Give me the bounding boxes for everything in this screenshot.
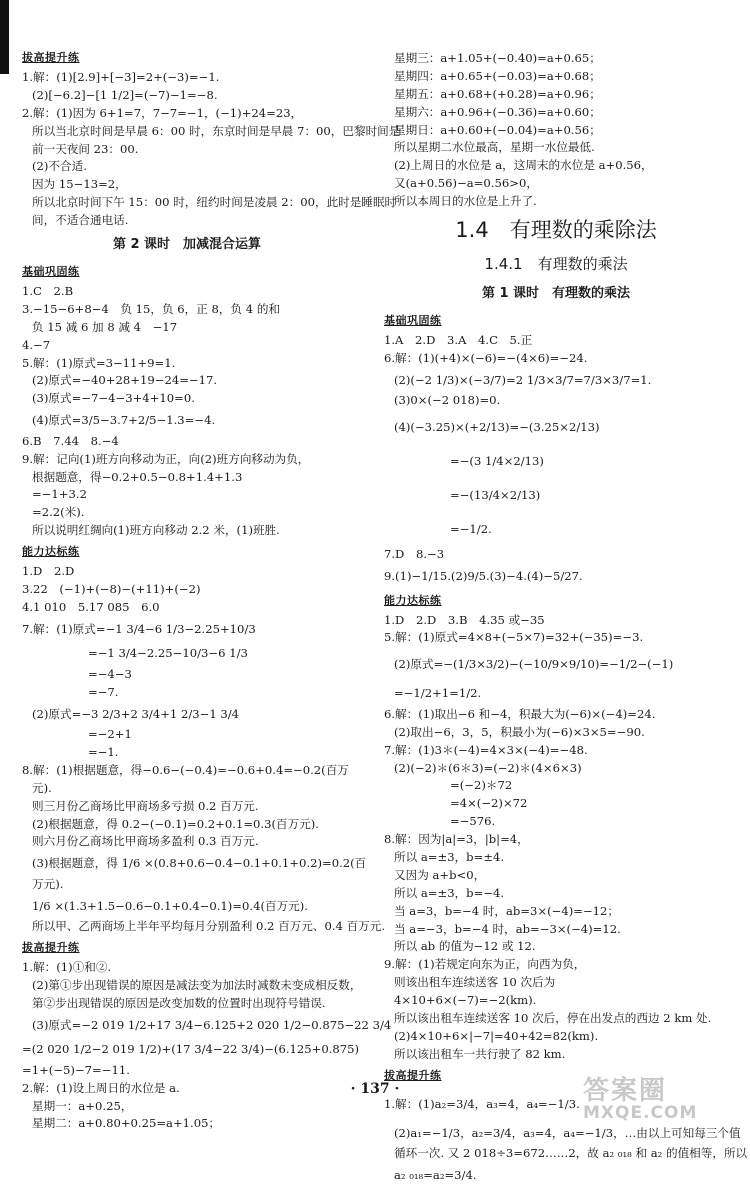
answer-line [384, 629, 728, 647]
answer-line [22, 563, 352, 581]
answer-line [22, 1013, 392, 1038]
answer-line-text: 所以该出租车连续送客 10 次后，停在出发点的西边 2 km 处. [394, 1011, 712, 1025]
answer-line [22, 433, 352, 451]
answer-line-text: 3.22 (−1)+(−8)−(+11)+(−2) [22, 581, 201, 596]
section-heading-text: 能力达标练 [384, 593, 442, 607]
answer-line [384, 956, 728, 974]
answer-line [22, 666, 352, 684]
answer-line [22, 522, 352, 540]
answer-line-text: 4×10+6×(−7)=−2(km). [394, 993, 537, 1008]
answer-line [22, 918, 386, 936]
answer-line [384, 157, 728, 175]
answer-line [22, 408, 352, 433]
lesson-title [22, 230, 352, 260]
section-heading [384, 309, 728, 332]
answer-line [22, 876, 352, 894]
section-heading [384, 589, 728, 612]
answer-line [384, 68, 728, 86]
answer-line [384, 760, 728, 778]
section-heading [22, 540, 352, 563]
answer-line [384, 512, 728, 546]
answer-line [22, 684, 352, 702]
answer-line-text: 万元). [32, 876, 64, 891]
answer-line-text: =−1+3.2 [32, 487, 87, 502]
answer-line [384, 885, 728, 903]
answer-line-text: (2)4×10+6×|−7|=40+42=82(km). [394, 1028, 599, 1043]
subchapter-title [384, 249, 728, 279]
answer-line-text: 所以 ab 的值为−12 或 12. [394, 939, 536, 954]
answer-line-text: =−7. [88, 684, 119, 699]
answer-line [22, 726, 352, 744]
answer-line-text: 所以说明红绸向(1)班方向移动 2.2 米，(1)班胜. [32, 523, 280, 538]
answer-line [384, 478, 728, 512]
answer-line [22, 641, 352, 666]
answer-line [384, 546, 728, 564]
answer-line [384, 921, 728, 939]
answer-line [22, 995, 352, 1013]
answer-line [22, 1062, 352, 1080]
answer-line [384, 175, 728, 193]
answer-line [384, 647, 728, 681]
answer-line-text: 又(a+0.56)−a=0.56>0， [394, 176, 538, 191]
answer-line [22, 158, 352, 176]
answer-line [384, 1163, 728, 1188]
answer-line [22, 1115, 352, 1133]
answer-line [384, 444, 728, 478]
answer-line [384, 410, 728, 444]
answer-line-text: 1/6 ×(1.3+1.5−0.6−0.1+0.4−0.1)=0.4(百万元). [32, 898, 308, 913]
answer-line [22, 1037, 360, 1062]
answer-line-text: =2.2(米). [32, 505, 85, 520]
answer-line [22, 617, 352, 642]
answer-line [22, 762, 352, 780]
chapter-title-text: 1.4 有理数的乘除法 [455, 218, 657, 243]
answer-line [384, 86, 728, 104]
answer-line-text: 7.D 8.−3 [384, 547, 445, 562]
answer-line [384, 564, 728, 589]
answer-line [22, 355, 352, 373]
answer-line-text: 7.解：(1)3＊(−4)=4×3×(−4)=−48. [384, 742, 588, 757]
answer-line [22, 1098, 352, 1116]
answer-line [384, 992, 728, 1010]
answer-line [384, 612, 728, 630]
watermark-url: MXQE.COM [583, 1103, 698, 1123]
answer-line [384, 681, 728, 706]
answer-line [22, 959, 352, 977]
answer-line [384, 50, 728, 68]
answer-line [22, 816, 352, 834]
answer-line [384, 139, 728, 157]
section-heading-text: 基础巩固练 [384, 314, 442, 328]
section-heading [22, 46, 352, 69]
answer-line-text: 所以 a=±3，b=−4. [394, 885, 505, 900]
section-heading-text: 基础巩固练 [22, 265, 80, 279]
answer-line-text: (4)(−3.25)×(+2/13)=−(3.25×2/13) [394, 420, 600, 435]
answer-line [384, 974, 728, 992]
answer-line-text: 1.D 2.D [22, 564, 75, 579]
answer-line [22, 390, 352, 408]
answer-line-text: =−1 3/4−2.25−10/3−6 1/3 [88, 646, 248, 661]
answer-line [384, 193, 728, 211]
answer-line-text: 6.B 7.44 8.−4 [22, 433, 119, 448]
answer-line-text: 星期六：a+0.96+(−0.36)=a+0.60； [394, 104, 601, 119]
answer-line-text: 9.(1)−1/15.(2)9/5.(3)−4.(4)−5/27. [384, 569, 583, 584]
answer-line [22, 123, 401, 141]
answer-line-text: 所以当北京时间是早晨 6：00 时，东京时间是早晨 7：00，巴黎时间是 [32, 123, 401, 138]
answer-line-text: =−1/2. [450, 522, 492, 537]
answer-line-text: =(2 020 1/2−2 019 1/2)+(17 3/4−22 3/4)−(6.125+0.875) [22, 1042, 360, 1057]
answer-line [22, 105, 352, 123]
answer-line [384, 831, 728, 849]
answer-line-text: 3.−15−6+8−4 负 15，负 6，正 8，负 4 的和 [22, 301, 281, 316]
answer-line-text: (3)根据题意，得 1/6 ×(0.8+0.6−0.4−0.1+0.1+0.2)=0.2(百 [32, 856, 367, 871]
answer-line [22, 372, 352, 390]
answer-line [22, 504, 352, 522]
answer-line-text: 因为 15−13=2， [32, 177, 127, 192]
answer-line [384, 795, 728, 813]
answer-line [384, 849, 728, 867]
answer-line [384, 706, 728, 724]
answer-line-text: (2)(−2)＊(6＊3)=(−2)＊(4×6×3) [394, 760, 582, 775]
answer-line-text: 8.解：(1)根据题意，得−0.6−(−0.4)=−0.6+0.4=−0.2(百万 [22, 762, 349, 777]
answer-line [384, 742, 728, 760]
answer-line [22, 702, 352, 727]
answer-line [22, 599, 352, 617]
answer-line-text: (3)原式=−7−4−3+4+10=0. [32, 391, 195, 406]
answer-line [22, 87, 352, 105]
answer-line-text: 当 a=−3，b=−4 时，ab=−3×(−4)=12. [394, 921, 621, 936]
answer-line-text: 所以北京时间下午 15：00 时，纽约时间是凌晨 2：00，此时是睡眠时 [32, 195, 397, 210]
answer-line-text: 根据题意，得−0.2+0.5−0.8+1.4+1.3 [32, 469, 243, 484]
answer-line-text: 星期五：a+0.68+(+0.28)=a+0.96； [394, 86, 601, 101]
answer-line-text: =(−2)＊72 [450, 778, 513, 793]
answer-line-text: 1.解：(1)a₂=3/4，a₃=4，a₄=−1/3. [384, 1096, 580, 1111]
answer-line-text: (2)原式=−3 2/3+2 3/4+1 2/3−1 3/4 [32, 706, 240, 721]
chapter-title [384, 211, 728, 249]
answer-line [22, 851, 367, 876]
section-heading-text: 拔高提升练 [384, 1068, 442, 1082]
answer-line [384, 350, 728, 368]
answer-line-text: (2)根据题意，得 0.2−(−0.1)=0.2+0.1=0.3(百万元). [32, 816, 319, 831]
answer-line [22, 176, 352, 194]
lesson-title-text: 第 2 课时 加减混合运算 [112, 237, 262, 253]
answer-line [22, 977, 362, 995]
answer-line-text: 2.解：(1)因为 6+1=7，7−7=−1，(−1)+24=23， [22, 105, 303, 120]
answer-line [22, 744, 352, 762]
answer-line-text: =−4−3 [88, 666, 132, 681]
answer-line-text: (3)0×(−2 018)=0. [394, 393, 501, 408]
page-number: · 137 · [350, 1081, 400, 1097]
answer-line [22, 451, 352, 469]
answer-line-text: =−1. [88, 744, 119, 759]
answer-line-text: 所以本周日的水位是上升了. [394, 194, 537, 209]
binding-edge-bar [0, 0, 9, 74]
answer-line-text: 9.解：记向(1)班方向移动为正，向(2)班方向移动为负， [22, 451, 310, 466]
answer-line [384, 1121, 741, 1146]
answer-line [22, 212, 352, 230]
section-heading-text: 能力达标练 [22, 545, 80, 559]
answer-line-text: (2)上周日的水位是 a，这周末的水位是 a+0.56， [394, 158, 653, 173]
answer-line-text: 负 15 减 6 加 8 减 4 −17 [32, 319, 178, 334]
answer-line-text: 星期四：a+0.65+(−0.03)=a+0.68； [394, 68, 601, 83]
answer-line-text: (2)不合适. [32, 159, 87, 174]
answer-line-text: =−1/2+1=1/2. [394, 686, 482, 701]
answer-line [22, 486, 352, 504]
answer-line-text: 则该出租车连续送客 10 次后为 [394, 975, 556, 990]
answer-line [22, 469, 352, 487]
answer-line [22, 798, 352, 816]
watermark-logo-text: 答案圈 [583, 1076, 668, 1106]
answer-line-text: 星期日：a+0.60+(−0.04)=a+0.56； [394, 122, 601, 137]
answer-line-text: 2.解：(1)设上周日的水位是 a. [22, 1080, 180, 1095]
answer-line-text: =4×(−2)×72 [450, 796, 528, 811]
answer-line-text: 间，不适合通电话. [32, 213, 129, 228]
answer-line [384, 1145, 748, 1163]
answer-line [22, 301, 352, 319]
answer-line [22, 283, 352, 301]
section-heading-text: 拔高提升练 [22, 51, 80, 64]
answer-line [384, 813, 728, 831]
answer-line [384, 1028, 728, 1046]
answer-line-text: 星期三：a+1.05+(−0.40)=a+0.65； [394, 51, 601, 65]
answer-line [384, 332, 728, 350]
answer-line-text: 5.解：(1)原式=3−11+9=1. [22, 355, 176, 370]
answer-line-text: 1.A 2.D 3.A 4.C 5.正 [384, 333, 533, 348]
answer-line-text: 则三月份乙商场比甲商场多亏损 0.2 百万元. [32, 798, 259, 813]
right-column [384, 50, 748, 1188]
answer-line [384, 1010, 728, 1028]
section-heading [22, 260, 352, 283]
answer-line [384, 903, 728, 921]
answer-line-text: (2)第①步出现错误的原因是减法变为加法时减数未变成相反数， [32, 977, 362, 992]
answer-line-text: 元). [32, 780, 52, 795]
answer-line [22, 894, 352, 919]
answer-line-text: 6.解：(1)取出−6 和−4，积最大为(−6)×(−4)=24. [384, 706, 656, 721]
answer-line-text: 1.解：(1)①和②. [22, 960, 112, 975]
answer-line [384, 122, 728, 140]
answer-line [22, 581, 352, 599]
answer-line-text: 前一天夜间 23：00. [32, 141, 139, 156]
answer-line [22, 337, 352, 355]
answer-line-text: 所以星期二水位最高，星期一水位最低. [394, 140, 595, 155]
answer-line-text: =−(3 1/4×2/13) [450, 454, 544, 469]
section-heading [22, 936, 352, 959]
answer-line-text: 所以 a=±3，b=±4. [394, 849, 505, 864]
answer-line-text: 星期二：a+0.80+0.25=a+1.05； [32, 1116, 221, 1131]
answer-line-text: (2)(−2 1/3)×(−3/7)=2 1/3×3/7=7/3×3/7=1. [394, 372, 652, 387]
answer-line [384, 867, 728, 885]
answer-line-text: 8.解：因为|a|=3，|b|=4， [384, 832, 529, 847]
answer-line [384, 368, 728, 393]
answer-line-text: 则六月份乙商场比甲商场多盈利 0.3 百万元. [32, 834, 259, 849]
answer-line-text: 6.解：(1)(+4)×(−6)=−(4×6)=−24. [384, 350, 588, 365]
answer-line [384, 938, 728, 956]
answer-line-text: 4.1 010 5.17 085 6.0 [22, 599, 160, 614]
lesson-title-text: 第 1 课时 有理数的乘法 [481, 286, 631, 302]
answer-line-text: 又因为 a+b<0， [394, 867, 486, 882]
answer-line-text: 1.C 2.B [22, 284, 74, 299]
answer-line-text: 4.−7 [22, 337, 51, 352]
answer-line-text: (3)原式=−2 019 1/2+17 3/4−6.125+2 020 1/2−0.875−22 3/4 [32, 1017, 392, 1032]
answer-line [384, 777, 728, 795]
answer-line [384, 1046, 728, 1064]
answer-line [384, 104, 728, 122]
answer-line-text: (2)[−6.2]−[1 1/2]=(−7)−1=−8. [32, 87, 218, 102]
answer-line-text: 循环一次. 又 2 018÷3=672……2，故 a₂ ₀₁₈ 和 a₂ 的值相等，所以 [394, 1146, 748, 1161]
answer-line [384, 724, 728, 742]
answer-line-text: =1+(−5)−7=−11. [22, 1062, 130, 1077]
answer-line-text: 当 a=3，b=−4 时，ab=3×(−4)=−12； [394, 903, 620, 918]
section-heading-text: 拔高提升练 [22, 941, 80, 955]
answer-line [22, 780, 352, 798]
answer-line-text: 7.解：(1)原式=−1 3/4−6 1/3−2.25+10/3 [22, 621, 256, 636]
answer-line-text: 1.D 2.D 3.B 4.35 或−35 [384, 612, 545, 627]
answer-line [384, 392, 728, 410]
answer-line-text: =−2+1 [88, 727, 132, 742]
answer-line [22, 69, 352, 87]
answer-line-text: (2)原式=−40+28+19−24=−17. [32, 373, 218, 388]
subchapter-title-text: 1.4.1 有理数的乘法 [484, 255, 628, 274]
answer-line-text: (4)原式=3/5−3.7+2/5−1.3=−4. [32, 413, 216, 428]
answer-line-text: 1.解：(1)[2.9]+[−3]=2+(−3)=−1. [22, 70, 220, 84]
answer-line-text: (2)原式=−(1/3×3/2)−(−10/9×9/10)=−1/2−(−1) [394, 657, 674, 672]
lesson-title [384, 279, 728, 309]
answer-line-text: a₂ ₀₁₈=a₂=3/4. [394, 1168, 477, 1183]
answer-line-text: =−(13/4×2/13) [450, 488, 541, 503]
answer-line-text: 所以甲、乙两商场上半年平均每月分别盈利 0.2 百万元、0.4 百万元. [32, 919, 386, 934]
answer-line-text: 所以该出租车一共行驶了 82 km. [394, 1046, 566, 1061]
answer-line-text: (2)a₁=−1/3，a₂=3/4，a₃=4，a₄=−1/3，…由以上可知每三个值 [394, 1125, 741, 1140]
answer-line-text: 5.解：(1)原式=4×8+(−5×7)=32+(−35)=−3. [384, 630, 644, 645]
answer-line [22, 319, 352, 337]
site-watermark [583, 1070, 743, 1122]
answer-line-text: (2)取出−6，3，5，积最小为(−6)×3×5=−90. [394, 724, 645, 739]
answer-line [22, 141, 352, 159]
answer-line [22, 833, 352, 851]
answer-line-text: =−576. [450, 814, 496, 829]
answer-line-text: 9.解：(1)若规定向东为正，向西为负， [384, 957, 586, 972]
answer-line-text: 星期一：a+0.25， [32, 1098, 133, 1113]
answer-line [22, 194, 397, 212]
answer-line-text: 第②步出现错误的原因是改变加数的位置时出现符号错误. [32, 995, 326, 1010]
